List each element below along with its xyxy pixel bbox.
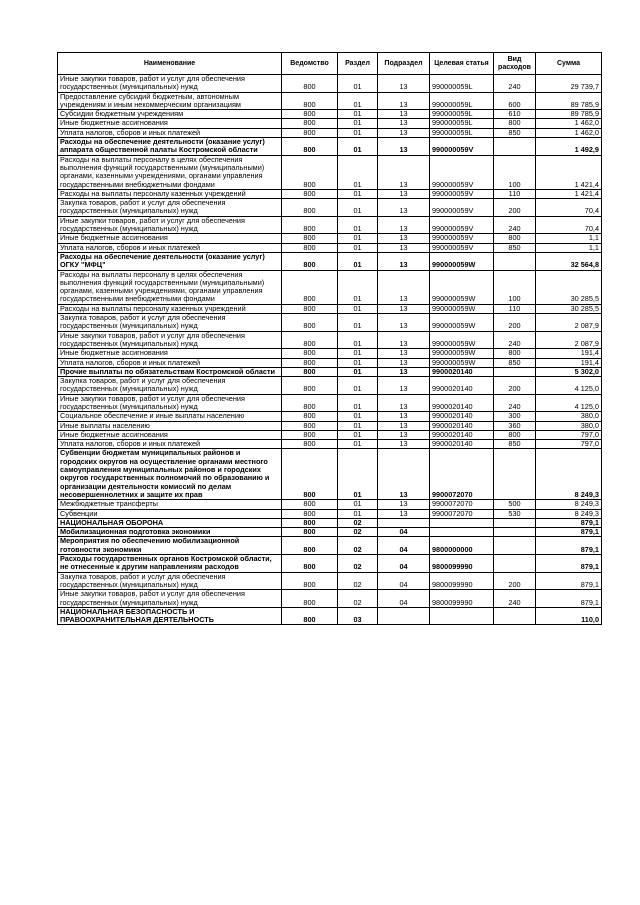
cell-section: 02 — [338, 555, 378, 573]
cell-exp-type — [494, 252, 536, 270]
header-section: Раздел — [338, 53, 378, 75]
cell-subsection: 13 — [378, 252, 430, 270]
table-row — [58, 75, 602, 93]
cell-subsection: 13 — [378, 509, 430, 518]
cell-sum: 2 087,9 — [536, 331, 602, 349]
cell-dept: 800 — [282, 572, 338, 590]
cell-exp-type: 800 — [494, 349, 536, 358]
cell-exp-type: 850 — [494, 128, 536, 137]
cell-subsection: 13 — [378, 349, 430, 358]
cell-exp-type: 240 — [494, 394, 536, 412]
cell-name: Иные закупки товаров, работ и услуг для обеспечения государственных (муниципальных) нужд — [58, 590, 282, 608]
cell-subsection: 13 — [378, 421, 430, 430]
cell-subsection: 13 — [378, 377, 430, 395]
cell-dept: 800 — [282, 449, 338, 500]
cell-name: Расходы государственных органов Костромской области, не отнесенные к другим направлениям расходов — [58, 555, 282, 573]
cell-section: 01 — [338, 412, 378, 421]
cell-subsection: 13 — [378, 358, 430, 367]
cell-target: 990000059W — [430, 252, 494, 270]
cell-subsection: 13 — [378, 128, 430, 137]
cell-sum: 879,1 — [536, 555, 602, 573]
header-subsection: Подраздел — [378, 53, 430, 75]
cell-section: 01 — [338, 119, 378, 128]
table-row — [58, 119, 602, 128]
cell-target: 990000059L — [430, 128, 494, 137]
cell-exp-type: 600 — [494, 92, 536, 110]
cell-sum: 8 249,3 — [536, 509, 602, 518]
cell-subsection — [378, 518, 430, 527]
cell-exp-type: 200 — [494, 314, 536, 332]
table-row — [58, 394, 602, 412]
cell-name: Расходы на обеспечение деятельности (оказание услуг) ОГКУ "МФЦ" — [58, 252, 282, 270]
cell-name: Субвенции — [58, 509, 282, 518]
cell-exp-type — [494, 537, 536, 555]
cell-target: 9900020140 — [430, 421, 494, 430]
cell-section: 01 — [338, 234, 378, 243]
cell-subsection: 13 — [378, 216, 430, 234]
cell-sum: 1,1 — [536, 243, 602, 252]
header-sum: Сумма — [536, 53, 602, 75]
cell-section: 01 — [338, 358, 378, 367]
cell-subsection: 13 — [378, 500, 430, 509]
table-row — [58, 243, 602, 252]
table-row — [58, 607, 602, 625]
cell-section: 01 — [338, 314, 378, 332]
cell-target: 9900072070 — [430, 500, 494, 509]
cell-target: 990000059V — [430, 199, 494, 217]
cell-name: Закупка товаров, работ и услуг для обеспечения государственных (муниципальных) нужд — [58, 572, 282, 590]
cell-name: Расходы на обеспечение деятельности (оказание услуг) аппарата общественной палаты Костромской области — [58, 138, 282, 156]
cell-sum: 879,1 — [536, 528, 602, 537]
cell-dept: 800 — [282, 394, 338, 412]
cell-subsection: 13 — [378, 199, 430, 217]
cell-target — [430, 607, 494, 625]
cell-exp-type: 200 — [494, 199, 536, 217]
cell-exp-type: 850 — [494, 243, 536, 252]
cell-subsection: 13 — [378, 110, 430, 119]
table-row — [58, 199, 602, 217]
cell-section: 01 — [338, 199, 378, 217]
cell-sum: 4 125,0 — [536, 394, 602, 412]
cell-target: 990000059V — [430, 234, 494, 243]
cell-section: 02 — [338, 518, 378, 527]
cell-name: Мобилизационная подготовка экономики — [58, 528, 282, 537]
table-row — [58, 555, 602, 573]
cell-name: Предоставление субсидий бюджетным, автономным учреждениям и иным некоммерческим организациям — [58, 92, 282, 110]
cell-exp-type — [494, 555, 536, 573]
table-row — [58, 509, 602, 518]
cell-target: 990000059W — [430, 304, 494, 313]
cell-name: Иные бюджетные ассигнования — [58, 349, 282, 358]
cell-exp-type — [494, 138, 536, 156]
cell-exp-type: 850 — [494, 440, 536, 449]
cell-dept: 800 — [282, 430, 338, 439]
cell-target: 990000059L — [430, 92, 494, 110]
cell-sum: 110,0 — [536, 607, 602, 625]
cell-sum: 30 285,5 — [536, 270, 602, 304]
cell-dept: 800 — [282, 234, 338, 243]
cell-dept: 800 — [282, 216, 338, 234]
cell-dept: 800 — [282, 537, 338, 555]
cell-section: 01 — [338, 243, 378, 252]
cell-section: 01 — [338, 92, 378, 110]
cell-section: 01 — [338, 331, 378, 349]
cell-sum: 1 462,0 — [536, 128, 602, 137]
cell-dept: 800 — [282, 75, 338, 93]
cell-exp-type: 240 — [494, 331, 536, 349]
cell-target: 990000059W — [430, 349, 494, 358]
cell-dept: 800 — [282, 440, 338, 449]
cell-subsection: 13 — [378, 394, 430, 412]
cell-dept: 800 — [282, 412, 338, 421]
cell-dept: 800 — [282, 500, 338, 509]
table-row — [58, 252, 602, 270]
header-name: Наименование — [58, 53, 282, 75]
header-target: Целевая статья — [430, 53, 494, 75]
cell-section: 01 — [338, 421, 378, 430]
cell-dept: 800 — [282, 528, 338, 537]
cell-section: 01 — [338, 304, 378, 313]
cell-section: 01 — [338, 349, 378, 358]
table-row — [58, 138, 602, 156]
cell-name: Уплата налогов, сборов и иных платежей — [58, 440, 282, 449]
cell-subsection: 13 — [378, 155, 430, 189]
table-row — [58, 234, 602, 243]
table-row — [58, 92, 602, 110]
cell-sum: 89 785,9 — [536, 110, 602, 119]
cell-target: 990000059W — [430, 358, 494, 367]
table-row — [58, 377, 602, 395]
cell-name: Закупка товаров, работ и услуг для обеспечения государственных (муниципальных) нужд — [58, 199, 282, 217]
cell-section: 02 — [338, 590, 378, 608]
cell-subsection: 04 — [378, 537, 430, 555]
cell-sum: 879,1 — [536, 518, 602, 527]
cell-sum: 380,0 — [536, 412, 602, 421]
cell-dept: 800 — [282, 199, 338, 217]
cell-sum: 191,4 — [536, 349, 602, 358]
cell-dept: 800 — [282, 607, 338, 625]
cell-exp-type: 850 — [494, 358, 536, 367]
cell-section: 01 — [338, 449, 378, 500]
cell-subsection: 13 — [378, 440, 430, 449]
cell-section: 01 — [338, 128, 378, 137]
cell-name: Иные закупки товаров, работ и услуг для обеспечения государственных (муниципальных) нужд — [58, 331, 282, 349]
cell-dept: 800 — [282, 590, 338, 608]
table-row — [58, 412, 602, 421]
cell-target: 990000059V — [430, 189, 494, 198]
cell-sum: 4 125,0 — [536, 377, 602, 395]
cell-dept: 800 — [282, 377, 338, 395]
table-row — [58, 449, 602, 500]
cell-subsection: 13 — [378, 189, 430, 198]
cell-sum: 1 421,4 — [536, 189, 602, 198]
cell-name: Иные закупки товаров, работ и услуг для обеспечения государственных (муниципальных) нужд — [58, 394, 282, 412]
cell-section: 01 — [338, 155, 378, 189]
cell-name: Закупка товаров, работ и услуг для обеспечения государственных (муниципальных) нужд — [58, 377, 282, 395]
cell-subsection: 13 — [378, 92, 430, 110]
cell-target: 9900020140 — [430, 430, 494, 439]
cell-subsection: 13 — [378, 75, 430, 93]
cell-exp-type: 100 — [494, 270, 536, 304]
cell-subsection: 13 — [378, 270, 430, 304]
cell-target: 9800000000 — [430, 537, 494, 555]
cell-name: Уплата налогов, сборов и иных платежей — [58, 128, 282, 137]
cell-subsection — [378, 607, 430, 625]
cell-exp-type: 110 — [494, 189, 536, 198]
cell-exp-type: 240 — [494, 216, 536, 234]
cell-sum: 8 249,3 — [536, 500, 602, 509]
cell-exp-type — [494, 607, 536, 625]
cell-dept: 800 — [282, 270, 338, 304]
cell-dept: 800 — [282, 314, 338, 332]
cell-subsection: 13 — [378, 304, 430, 313]
header-exp-type: Вид расходов — [494, 53, 536, 75]
cell-target: 990000059W — [430, 331, 494, 349]
cell-name: НАЦИОНАЛЬНАЯ БЕЗОПАСНОСТЬ И ПРАВООХРАНИТЕЛЬНАЯ ДЕЯТЕЛЬНОСТЬ — [58, 607, 282, 625]
table-row — [58, 572, 602, 590]
header-dept: Ведомство — [282, 53, 338, 75]
cell-exp-type — [494, 367, 536, 376]
cell-dept: 800 — [282, 421, 338, 430]
cell-dept: 800 — [282, 367, 338, 376]
cell-target: 9900020140 — [430, 377, 494, 395]
table-row — [58, 331, 602, 349]
cell-name: Иные выплаты населению — [58, 421, 282, 430]
table-row — [58, 590, 602, 608]
cell-name: Расходы на выплаты персоналу казенных учреждений — [58, 304, 282, 313]
table-header-row — [58, 53, 602, 75]
cell-subsection: 13 — [378, 243, 430, 252]
cell-sum: 5 302,0 — [536, 367, 602, 376]
cell-exp-type: 110 — [494, 304, 536, 313]
cell-target — [430, 528, 494, 537]
cell-name: Расходы на выплаты персоналу в целях обеспечения выполнения функций государственными (муниципальными) органами, казенными учреждениями, органами управления государственными внебюджетными фондами — [58, 155, 282, 189]
cell-exp-type: 500 — [494, 500, 536, 509]
cell-sum: 879,1 — [536, 590, 602, 608]
cell-target: 9800099990 — [430, 555, 494, 573]
cell-section: 01 — [338, 270, 378, 304]
cell-name: Субсидии бюджетным учреждениям — [58, 110, 282, 119]
cell-exp-type: 800 — [494, 119, 536, 128]
cell-subsection: 13 — [378, 314, 430, 332]
cell-exp-type — [494, 518, 536, 527]
cell-target: 990000059V — [430, 243, 494, 252]
cell-exp-type: 300 — [494, 412, 536, 421]
cell-sum: 1 492,9 — [536, 138, 602, 156]
cell-target: 9900020140 — [430, 440, 494, 449]
cell-name: Иные бюджетные ассигнования — [58, 234, 282, 243]
cell-dept: 800 — [282, 252, 338, 270]
cell-exp-type: 200 — [494, 572, 536, 590]
cell-sum: 2 087,9 — [536, 314, 602, 332]
cell-section: 01 — [338, 394, 378, 412]
cell-name: Мероприятия по обеспечению мобилизационной готовности экономики — [58, 537, 282, 555]
cell-exp-type: 800 — [494, 430, 536, 439]
cell-section: 01 — [338, 377, 378, 395]
cell-sum: 70,4 — [536, 199, 602, 217]
table-row — [58, 500, 602, 509]
cell-target: 990000059W — [430, 314, 494, 332]
cell-dept: 800 — [282, 509, 338, 518]
cell-subsection: 13 — [378, 430, 430, 439]
table-row — [58, 349, 602, 358]
cell-section: 01 — [338, 430, 378, 439]
cell-exp-type: 360 — [494, 421, 536, 430]
cell-dept: 800 — [282, 555, 338, 573]
cell-subsection: 04 — [378, 528, 430, 537]
cell-section: 02 — [338, 537, 378, 555]
cell-target: 990000059W — [430, 270, 494, 304]
table-row — [58, 528, 602, 537]
cell-sum: 8 249,3 — [536, 449, 602, 500]
cell-name: Иные бюджетные ассигнования — [58, 119, 282, 128]
cell-sum: 1 421,4 — [536, 155, 602, 189]
cell-name: Межбюджетные трансферты — [58, 500, 282, 509]
table-row — [58, 537, 602, 555]
cell-section: 01 — [338, 367, 378, 376]
cell-section: 01 — [338, 509, 378, 518]
table-row — [58, 440, 602, 449]
cell-dept: 800 — [282, 119, 338, 128]
cell-target: 990000059V — [430, 155, 494, 189]
cell-section: 02 — [338, 572, 378, 590]
cell-dept: 800 — [282, 331, 338, 349]
cell-subsection: 04 — [378, 572, 430, 590]
cell-target: 9900020140 — [430, 394, 494, 412]
cell-dept: 800 — [282, 518, 338, 527]
cell-target: 990000059L — [430, 110, 494, 119]
cell-subsection: 13 — [378, 119, 430, 128]
cell-name: Уплата налогов, сборов и иных платежей — [58, 358, 282, 367]
cell-target: 9900020140 — [430, 367, 494, 376]
cell-name: Субвенции бюджетам муниципальных районов и городских округов на осуществление органами местного самоуправления муниципальных районов и городских округов государственных полномочий по образованию и организации деятельности комиссий по делам несовершеннолетних и защите их прав — [58, 449, 282, 500]
table-row — [58, 216, 602, 234]
cell-target: 990000059L — [430, 75, 494, 93]
cell-name: Иные закупки товаров, работ и услуг для обеспечения государственных (муниципальных) нужд — [58, 75, 282, 93]
cell-exp-type: 200 — [494, 377, 536, 395]
cell-name: Иные закупки товаров, работ и услуг для обеспечения государственных (муниципальных) нужд — [58, 216, 282, 234]
cell-section: 01 — [338, 75, 378, 93]
cell-section: 01 — [338, 252, 378, 270]
cell-sum: 879,1 — [536, 572, 602, 590]
table-row — [58, 110, 602, 119]
cell-exp-type — [494, 449, 536, 500]
cell-section: 01 — [338, 216, 378, 234]
table-row — [58, 358, 602, 367]
cell-exp-type: 800 — [494, 234, 536, 243]
cell-sum: 879,1 — [536, 537, 602, 555]
cell-sum: 29 739,7 — [536, 75, 602, 93]
cell-sum: 797,0 — [536, 440, 602, 449]
cell-section: 01 — [338, 138, 378, 156]
cell-name: Расходы на выплаты персоналу в целях обеспечения выполнения функций государственными (муниципальными) органами, казенными учреждениями, органами управления государственными внебюджетными фондами — [58, 270, 282, 304]
cell-sum: 70,4 — [536, 216, 602, 234]
cell-dept: 800 — [282, 138, 338, 156]
cell-section: 01 — [338, 440, 378, 449]
budget-table — [57, 52, 602, 625]
cell-dept: 800 — [282, 349, 338, 358]
table-row — [58, 270, 602, 304]
cell-target: 990000059L — [430, 119, 494, 128]
cell-subsection: 04 — [378, 555, 430, 573]
cell-sum: 30 285,5 — [536, 304, 602, 313]
cell-exp-type: 240 — [494, 590, 536, 608]
cell-target: 9900072070 — [430, 449, 494, 500]
cell-name: Расходы на выплаты персоналу казенных учреждений — [58, 189, 282, 198]
cell-target: 9800099990 — [430, 572, 494, 590]
cell-exp-type: 530 — [494, 509, 536, 518]
table-row — [58, 189, 602, 198]
cell-dept: 800 — [282, 243, 338, 252]
cell-target — [430, 518, 494, 527]
cell-target: 9800099990 — [430, 590, 494, 608]
cell-sum: 380,0 — [536, 421, 602, 430]
cell-sum: 191,4 — [536, 358, 602, 367]
table-row — [58, 430, 602, 439]
cell-subsection: 13 — [378, 449, 430, 500]
table-row — [58, 128, 602, 137]
cell-dept: 800 — [282, 155, 338, 189]
cell-dept: 800 — [282, 304, 338, 313]
cell-name: Уплата налогов, сборов и иных платежей — [58, 243, 282, 252]
cell-dept: 800 — [282, 110, 338, 119]
cell-section: 01 — [338, 110, 378, 119]
cell-name: Прочие выплаты по обязательствам Костромской области — [58, 367, 282, 376]
cell-dept: 800 — [282, 358, 338, 367]
cell-exp-type: 610 — [494, 110, 536, 119]
table-row — [58, 155, 602, 189]
table-row — [58, 314, 602, 332]
cell-exp-type — [494, 528, 536, 537]
cell-target: 9900020140 — [430, 412, 494, 421]
cell-section: 01 — [338, 500, 378, 509]
cell-subsection: 13 — [378, 138, 430, 156]
cell-name: НАЦИОНАЛЬНАЯ ОБОРОНА — [58, 518, 282, 527]
cell-name: Социальное обеспечение и иные выплаты населению — [58, 412, 282, 421]
cell-subsection: 13 — [378, 331, 430, 349]
table-row — [58, 367, 602, 376]
cell-section: 03 — [338, 607, 378, 625]
cell-name: Иные бюджетные ассигнования — [58, 430, 282, 439]
cell-target: 9900072070 — [430, 509, 494, 518]
table-row — [58, 304, 602, 313]
cell-dept: 800 — [282, 92, 338, 110]
cell-sum: 797,0 — [536, 430, 602, 439]
cell-dept: 800 — [282, 189, 338, 198]
cell-section: 01 — [338, 189, 378, 198]
table-row — [58, 421, 602, 430]
cell-target: 990000059V — [430, 216, 494, 234]
cell-name: Закупка товаров, работ и услуг для обеспечения государственных (муниципальных) нужд — [58, 314, 282, 332]
cell-sum: 1 462,0 — [536, 119, 602, 128]
cell-exp-type: 100 — [494, 155, 536, 189]
cell-subsection: 04 — [378, 590, 430, 608]
cell-sum: 1,1 — [536, 234, 602, 243]
cell-target: 990000059V — [430, 138, 494, 156]
cell-sum: 89 785,9 — [536, 92, 602, 110]
cell-exp-type: 240 — [494, 75, 536, 93]
table-row — [58, 518, 602, 527]
cell-dept: 800 — [282, 128, 338, 137]
cell-subsection: 13 — [378, 412, 430, 421]
cell-sum: 32 564,8 — [536, 252, 602, 270]
cell-section: 02 — [338, 528, 378, 537]
cell-subsection: 13 — [378, 367, 430, 376]
cell-subsection: 13 — [378, 234, 430, 243]
